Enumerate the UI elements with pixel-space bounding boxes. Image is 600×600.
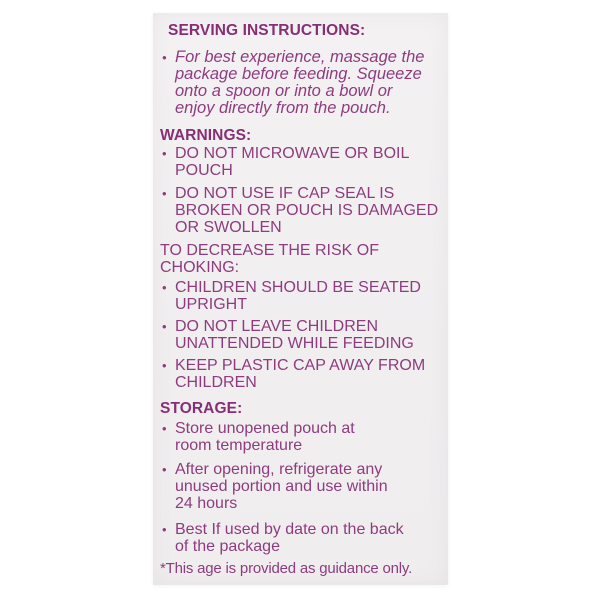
age-guidance-footnote: *This age is provided as guidance only.	[160, 560, 413, 577]
text-line: package before feeding. Squeeze	[175, 65, 422, 83]
text-line: Store unopened pouch at	[175, 420, 355, 437]
warning-cap-seal-bullet	[160, 185, 442, 236]
text-line: BROKEN OR POUCH IS DAMAGED	[175, 202, 439, 219]
bullet-icon: •	[162, 186, 167, 201]
storage-best-if-used-by-bullet	[160, 521, 442, 555]
warning-microwave-bullet	[160, 145, 442, 179]
bullet-icon: •	[162, 358, 167, 373]
text-line: CHOKING:	[160, 259, 240, 276]
text-line: CHILDREN	[175, 374, 257, 391]
bullet-icon: •	[162, 522, 167, 537]
storage-heading: STORAGE:	[160, 400, 243, 417]
choking-plastic-cap-bullet	[160, 357, 442, 391]
text-line: 24 hours	[175, 495, 238, 512]
pouch-back-label-panel	[153, 13, 448, 585]
warnings-heading: WARNINGS:	[160, 127, 252, 144]
text-line: unused portion and use within	[175, 478, 388, 495]
storage-refrigerate-bullet	[160, 461, 442, 512]
text-line: OR SWOLLEN	[175, 219, 282, 236]
text-line: TO DECREASE THE RISK OF	[160, 242, 380, 259]
text-line: Best If used by date on the back	[175, 521, 404, 538]
serving-instructions-heading: SERVING INSTRUCTIONS:	[168, 22, 366, 39]
bullet-icon: •	[162, 280, 167, 295]
text-line: After opening, refrigerate any	[175, 461, 383, 478]
storage-room-temp-bullet	[160, 420, 442, 454]
serving-instructions-bullet	[160, 49, 442, 117]
choking-risk-intro	[160, 242, 442, 276]
text-line: onto a spoon or into a bowl or	[175, 82, 393, 100]
text-line: For best experience, massage the	[175, 48, 425, 66]
text-line: enjoy directly from the pouch.	[175, 99, 391, 117]
bullet-icon: •	[162, 462, 167, 477]
text-line: KEEP PLASTIC CAP AWAY FROM	[175, 357, 426, 374]
choking-seated-upright-bullet	[160, 279, 442, 313]
text-line: CHILDREN SHOULD BE SEATED	[175, 279, 421, 296]
text-line: of the package	[175, 538, 280, 555]
bullet-icon: •	[162, 421, 167, 436]
text-line: DO NOT LEAVE CHILDREN	[175, 318, 379, 335]
choking-unattended-bullet	[160, 318, 442, 352]
bullet-icon: •	[162, 319, 167, 334]
text-line: room temperature	[175, 437, 303, 454]
bullet-icon: •	[162, 146, 167, 161]
text-line: UNATTENDED WHILE FEEDING	[175, 335, 414, 352]
text-line: POUCH	[175, 162, 233, 179]
text-line: DO NOT MICROWAVE OR BOIL	[175, 145, 410, 162]
text-line: UPRIGHT	[175, 296, 247, 313]
bullet-icon: •	[162, 50, 167, 65]
text-line: DO NOT USE IF CAP SEAL IS	[175, 185, 395, 202]
